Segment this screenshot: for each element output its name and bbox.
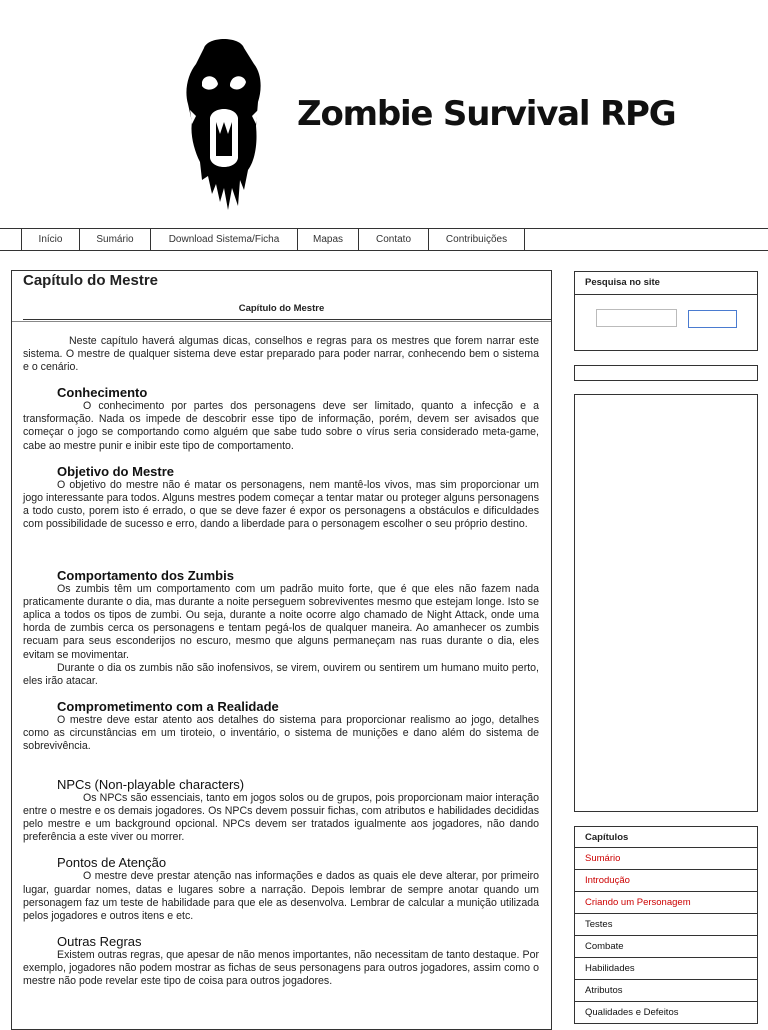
chapter-link-combate[interactable]: Combate xyxy=(574,936,758,958)
search-input[interactable] xyxy=(596,309,677,327)
chapter-link-qualidades-defeitos[interactable]: Qualidades e Defeitos xyxy=(574,1002,758,1024)
divider xyxy=(575,294,757,295)
site-header xyxy=(0,0,768,228)
section-text-realidade: O mestre deve estar atento aos detalhes do sistema para proporcionar realismo ao jogo, detalhes como as circunstâncias em um tiroteio, o inventário, o sistema de munições e dano além do sistema de sobrevivência. xyxy=(23,713,539,752)
section-text-npcs: Os NPCs são essenciais, tanto em jogos solos ou de grupos, pois proporcionam maior interação entre o mestre e os demais jogadores. Os NPCs devem possuir fichas, com atributos e habilidades decididas pelo mestre e um background opcional. NPCs devem ser tratados igualmente aos jogadores, não dando preferência a este viver ou morrer. xyxy=(23,792,539,844)
chapters-title: Capítulos xyxy=(574,826,758,848)
chapter-link-introducao[interactable]: Introdução xyxy=(574,870,758,892)
section-text-pontos: O mestre deve prestar atenção nas informações e dados as quais ele deve alterar, por primeiro lugar, guardar nomes, datas e lugares sobre a narração. Depois lembrar de sempre anotar quando um personagem faz um teste de habilidade para que ele as desenvolva. Lembrar de calcular a munição utilizada pelos jogadores e outros itens e etc. xyxy=(23,870,539,922)
nav-item-contato[interactable]: Contato xyxy=(358,229,428,250)
section-heading-objetivo: Objetivo do Mestre xyxy=(57,463,175,479)
section-text-comportamento-2: Durante o dia os zumbis não são inofensivos, se virem, ouvirem ou sentirem um humano muito perto, eles irão atacar. xyxy=(23,661,539,687)
nav-item-inicio[interactable]: Início xyxy=(21,229,79,250)
article-body xyxy=(23,335,539,988)
section-heading-comportamento: Comportamento dos Zumbis xyxy=(57,568,234,584)
chapter-link-habilidades[interactable]: Habilidades xyxy=(574,958,758,980)
section-text-objetivo: O objetivo do mestre não é matar os personagens, nem mantê-los vivos, mas sim proporcionar um jogo interessante para todos. Alguns mestres podem começar a tentar matar ou proteger alguns personagens a todo custo, porem isto é errado, o que se deve fazer é expor os personagens a obstáculos e dificuldades com possibilidade de sucesso e erro, dando a liberdade para o personagem escolher o seu próprio destino. xyxy=(23,478,539,530)
intro-paragraph: Neste capítulo haverá algumas dicas, conselhos e regras para os mestres que forem narrar este sistema. O mestre de qualquer sistema deve estar preparado para poder narrar, conhecendo bem o sistema e o cenário. xyxy=(23,335,539,374)
screaming-skull-icon xyxy=(182,30,266,210)
section-heading-npcs: NPCs (Non-playable characters) xyxy=(57,777,245,793)
empty-widget xyxy=(574,365,758,381)
section-heading-outras: Outras Regras xyxy=(57,933,142,949)
nav-divider xyxy=(524,229,525,250)
nav-item-contribuicoes[interactable]: Contribuições xyxy=(428,229,524,250)
chapter-link-sumario[interactable]: Sumário xyxy=(574,848,758,870)
nav-item-download[interactable]: Download Sistema/Ficha xyxy=(150,229,297,250)
page-subtitle: Capítulo do Mestre xyxy=(238,303,325,314)
section-text-outras: Existem outras regras, que apesar de não menos importantes, não necessitam de tanto destaque. Por exemplo, jogadores não podem mostrar as fichas de seus personagens para outros jogadores, assim como o mestre não pode revelar este tipo de coisa para outros jogadores. xyxy=(23,948,539,987)
section-heading-conhecimento: Conhecimento xyxy=(57,385,148,401)
section-heading-realidade: Comprometimento com a Realidade xyxy=(57,698,279,714)
chapter-link-testes[interactable]: Testes xyxy=(574,914,758,936)
section-heading-pontos: Pontos de Atenção xyxy=(57,855,167,871)
nav-item-mapas[interactable]: Mapas xyxy=(297,229,358,250)
chapters-widget xyxy=(574,826,758,1024)
section-text-conhecimento: O conhecimento por partes dos personagens deve ser limitado, quanto a infecção e a transformação. Nada os impede de descobrir esse tipo de informação, porém, devem ser avisados que começar o jogo se comportando como alguém que sabe tudo sobre o vírus seria considerado meta-game, cabe ao mestre punir e inibir este tipo de comportamento. xyxy=(23,400,539,452)
page-title: Capítulo do Mestre xyxy=(23,272,159,289)
main-nav xyxy=(0,228,768,251)
section-text-comportamento: Os zumbis têm um comportamento com um padrão muito forte, que é que eles não fazem nada praticamente durante o dia, mas durante a noite perseguem sobreviventes mesmo que estejam longe. Isto se aplica a todos os tipos de zumbi. Ou seja, durante a noite ocorre algo chamado de Night Attack, onde uma horda de zumbis cerca os personagens e tentam pegá-los de qualquer maneira. Ao amanhecer os zumbis recuam para seus esconderijos no escuro, mesmo que alguns permaneçam nas ruas durante o dia, eles evitam se movimentar. xyxy=(23,583,539,661)
chapter-link-atributos[interactable]: Atributos xyxy=(574,980,758,1002)
search-widget xyxy=(574,271,758,351)
search-title: Pesquisa no site xyxy=(585,277,660,288)
search-button[interactable] xyxy=(688,310,737,328)
divider xyxy=(23,319,551,320)
divider xyxy=(12,321,551,322)
chapter-link-criando-personagem[interactable]: Criando um Personagem xyxy=(574,892,758,914)
content-panel xyxy=(11,270,552,1030)
nav-item-sumario[interactable]: Sumário xyxy=(79,229,150,250)
site-title[interactable]: Zombie Survival RPG xyxy=(297,94,676,134)
ad-widget xyxy=(574,394,758,812)
